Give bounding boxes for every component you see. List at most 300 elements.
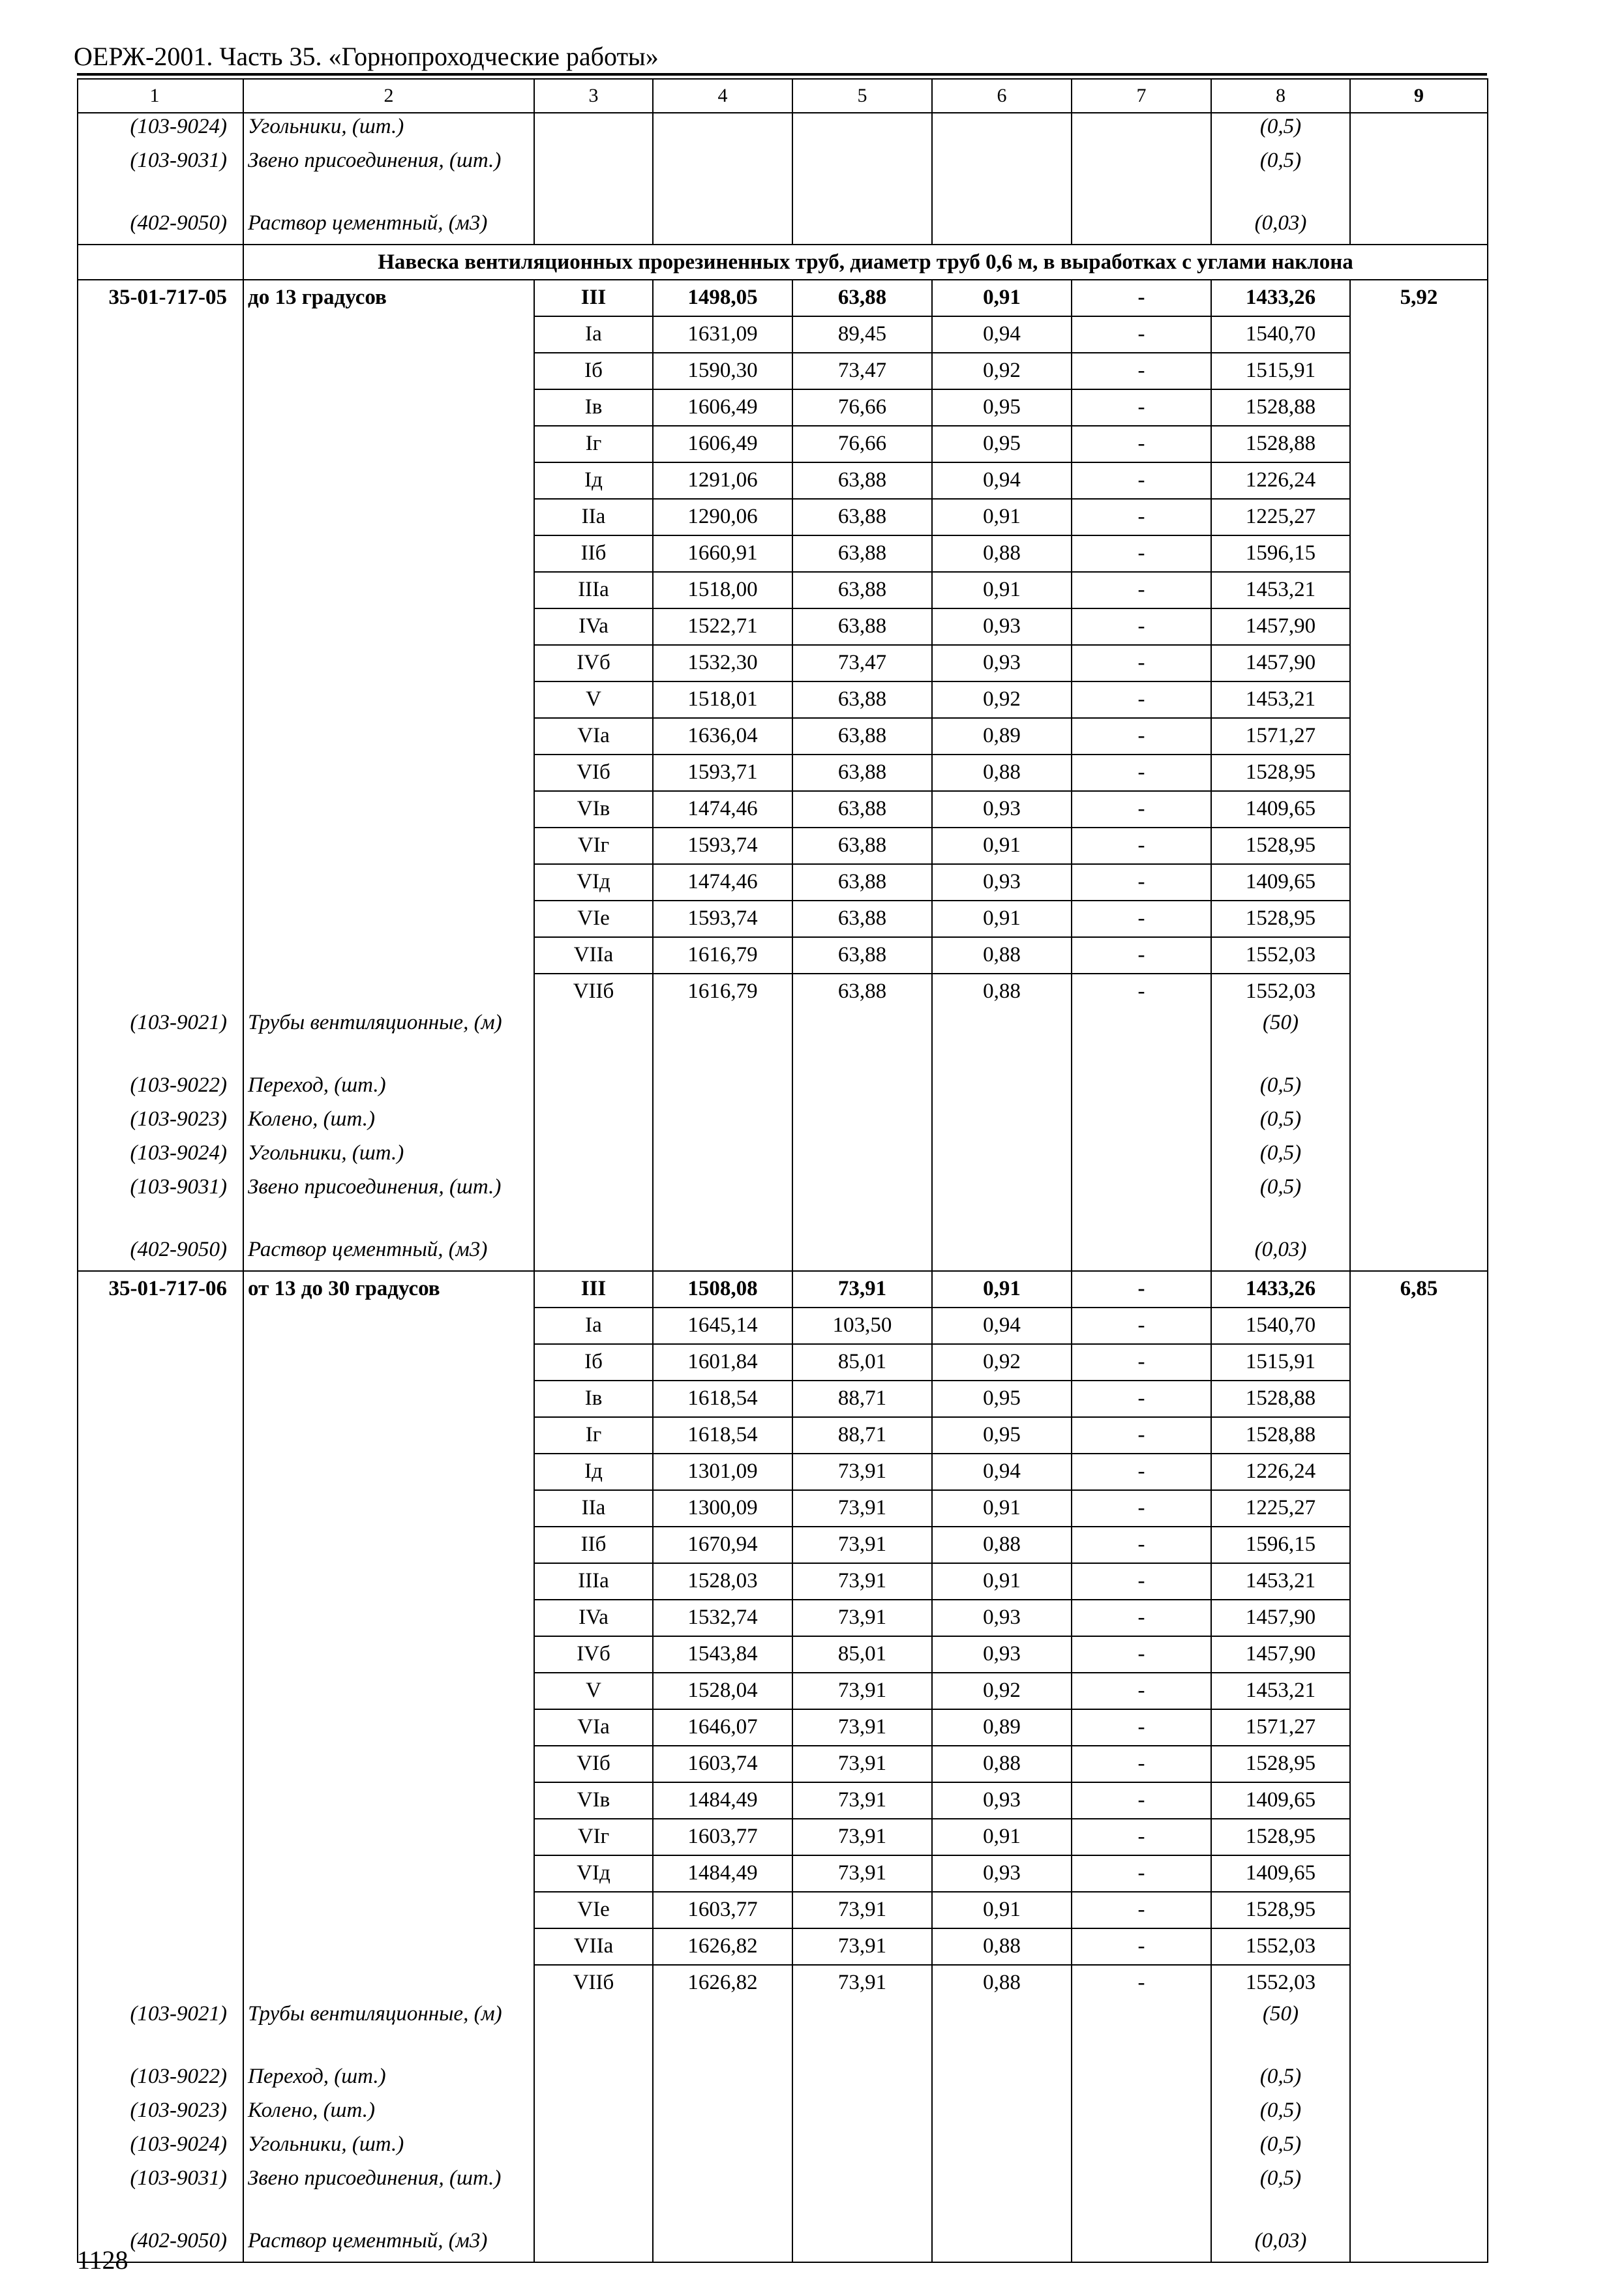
empty-cell bbox=[932, 1140, 1072, 1174]
resource-row bbox=[78, 113, 1488, 147]
total-cost: 1528,04 bbox=[653, 1673, 792, 1709]
empty-cell bbox=[243, 426, 534, 462]
empty-cell bbox=[243, 864, 534, 901]
empty-cell bbox=[1350, 426, 1488, 462]
empty-cell bbox=[78, 499, 243, 535]
empty-cell bbox=[1072, 1140, 1211, 1174]
machine-operation: 0,93 bbox=[932, 791, 1072, 828]
operator-wages: - bbox=[1072, 426, 1211, 462]
operator-wages: - bbox=[1072, 608, 1211, 645]
machine-operation: 0,92 bbox=[932, 353, 1072, 389]
operator-wages: - bbox=[1072, 1490, 1211, 1527]
machine-operation: 0,91 bbox=[932, 901, 1072, 937]
region-zone: VIв bbox=[534, 1782, 653, 1819]
column-number: 3 bbox=[534, 79, 653, 113]
materials-cost: 1453,21 bbox=[1211, 572, 1350, 608]
resource-code: (103-9031) bbox=[78, 147, 243, 210]
section-title-row bbox=[78, 245, 1488, 280]
materials-cost: 1515,91 bbox=[1211, 1344, 1350, 1381]
region-zone: III bbox=[534, 1271, 653, 1308]
rate-row bbox=[78, 608, 1488, 645]
materials-cost: 1528,95 bbox=[1211, 901, 1350, 937]
empty-cell bbox=[1072, 2063, 1211, 2097]
wages: 63,88 bbox=[792, 718, 932, 755]
resource-row bbox=[78, 2063, 1488, 2097]
empty-cell bbox=[792, 1140, 932, 1174]
labor-cost: 6,85 bbox=[1350, 1271, 1488, 1308]
region-zone: IIIa bbox=[534, 572, 653, 608]
empty-cell bbox=[243, 755, 534, 791]
empty-cell bbox=[932, 210, 1072, 245]
empty-cell bbox=[1350, 1673, 1488, 1709]
materials-cost: 1528,88 bbox=[1211, 1417, 1350, 1454]
resource-quantity: (0,03) bbox=[1211, 2228, 1350, 2262]
wages: 63,88 bbox=[792, 535, 932, 572]
region-zone: Iв bbox=[534, 389, 653, 426]
machine-operation: 0,93 bbox=[932, 864, 1072, 901]
total-cost: 1646,07 bbox=[653, 1709, 792, 1746]
total-cost: 1603,77 bbox=[653, 1819, 792, 1855]
operator-wages: - bbox=[1072, 499, 1211, 535]
operator-wages: - bbox=[1072, 1600, 1211, 1636]
wages: 103,50 bbox=[792, 1308, 932, 1344]
rate-row bbox=[78, 499, 1488, 535]
machine-operation: 0,89 bbox=[932, 1709, 1072, 1746]
empty-cell bbox=[1350, 937, 1488, 974]
empty-cell bbox=[1350, 1140, 1488, 1174]
materials-cost: 1528,95 bbox=[1211, 755, 1350, 791]
machine-operation: 0,91 bbox=[932, 828, 1072, 864]
empty-cell bbox=[243, 1819, 534, 1855]
wages: 73,91 bbox=[792, 1454, 932, 1490]
machine-operation: 0,92 bbox=[932, 1673, 1072, 1709]
region-zone: Iб bbox=[534, 1344, 653, 1381]
machine-operation: 0,93 bbox=[932, 608, 1072, 645]
machine-operation: 0,88 bbox=[932, 1746, 1072, 1782]
region-zone: Iв bbox=[534, 1381, 653, 1417]
empty-cell bbox=[243, 1600, 534, 1636]
region-zone: VIд bbox=[534, 1855, 653, 1892]
empty-cell bbox=[792, 2063, 932, 2097]
empty-cell bbox=[932, 2001, 1072, 2063]
empty-cell bbox=[534, 1072, 653, 1106]
wages: 63,88 bbox=[792, 828, 932, 864]
empty-cell bbox=[534, 2228, 653, 2262]
empty-cell bbox=[653, 210, 792, 245]
empty-cell bbox=[932, 113, 1072, 147]
empty-cell bbox=[792, 1072, 932, 1106]
rate-row bbox=[78, 718, 1488, 755]
empty-cell bbox=[78, 1855, 243, 1892]
operator-wages: - bbox=[1072, 1819, 1211, 1855]
materials-cost: 1433,26 bbox=[1211, 1271, 1350, 1308]
wages: 88,71 bbox=[792, 1381, 932, 1417]
total-cost: 1522,71 bbox=[653, 608, 792, 645]
wages: 73,91 bbox=[792, 1709, 932, 1746]
empty-cell bbox=[243, 535, 534, 572]
empty-cell bbox=[243, 462, 534, 499]
empty-cell bbox=[1350, 1072, 1488, 1106]
rate-row bbox=[78, 1344, 1488, 1381]
empty-cell bbox=[534, 2131, 653, 2165]
resource-name: Угольники, (шт.) bbox=[243, 1140, 534, 1174]
empty-cell bbox=[1350, 499, 1488, 535]
empty-cell bbox=[1350, 1308, 1488, 1344]
resource-name: Колено, (шт.) bbox=[243, 1106, 534, 1140]
empty-cell bbox=[792, 210, 932, 245]
operator-wages: - bbox=[1072, 1381, 1211, 1417]
empty-cell bbox=[653, 1174, 792, 1236]
operator-wages: - bbox=[1072, 1308, 1211, 1344]
empty-cell bbox=[78, 681, 243, 718]
rate-code: 35-01-717-05 bbox=[78, 280, 243, 316]
wages: 73,91 bbox=[792, 1746, 932, 1782]
rate-row bbox=[78, 1271, 1488, 1308]
wages: 85,01 bbox=[792, 1636, 932, 1673]
resource-quantity: (0,5) bbox=[1211, 2131, 1350, 2165]
empty-cell bbox=[243, 389, 534, 426]
operator-wages: - bbox=[1072, 572, 1211, 608]
empty-cell bbox=[932, 1072, 1072, 1106]
rate-row bbox=[78, 1782, 1488, 1819]
operator-wages: - bbox=[1072, 280, 1211, 316]
rate-row bbox=[78, 316, 1488, 353]
empty-cell bbox=[78, 1928, 243, 1965]
rate-code: 35-01-717-06 bbox=[78, 1271, 243, 1308]
resource-row bbox=[78, 1010, 1488, 1072]
operator-wages: - bbox=[1072, 828, 1211, 864]
machine-operation: 0,88 bbox=[932, 974, 1072, 1010]
empty-cell bbox=[653, 113, 792, 147]
rate-row bbox=[78, 426, 1488, 462]
wages: 63,88 bbox=[792, 681, 932, 718]
operator-wages: - bbox=[1072, 755, 1211, 791]
region-zone: IVб bbox=[534, 1636, 653, 1673]
table-body bbox=[78, 79, 1488, 2262]
operator-wages: - bbox=[1072, 1271, 1211, 1308]
empty-cell bbox=[78, 937, 243, 974]
empty-cell bbox=[792, 2097, 932, 2131]
empty-cell bbox=[932, 2063, 1072, 2097]
wages: 63,88 bbox=[792, 572, 932, 608]
materials-cost: 1571,27 bbox=[1211, 718, 1350, 755]
empty-cell bbox=[1350, 353, 1488, 389]
empty-cell bbox=[1350, 828, 1488, 864]
region-zone: VIa bbox=[534, 718, 653, 755]
rate-row bbox=[78, 1454, 1488, 1490]
empty-cell bbox=[78, 1308, 243, 1344]
rate-row bbox=[78, 1636, 1488, 1673]
materials-cost: 1409,65 bbox=[1211, 864, 1350, 901]
resource-name: Угольники, (шт.) bbox=[243, 2131, 534, 2165]
empty-cell bbox=[78, 828, 243, 864]
empty-cell bbox=[78, 755, 243, 791]
total-cost: 1645,14 bbox=[653, 1308, 792, 1344]
operator-wages: - bbox=[1072, 901, 1211, 937]
machine-operation: 0,95 bbox=[932, 1417, 1072, 1454]
total-cost: 1290,06 bbox=[653, 499, 792, 535]
column-number: 4 bbox=[653, 79, 792, 113]
empty-cell bbox=[534, 1010, 653, 1072]
empty-cell bbox=[243, 828, 534, 864]
empty-cell bbox=[1350, 1106, 1488, 1140]
empty-cell bbox=[1350, 645, 1488, 681]
wages: 63,88 bbox=[792, 901, 932, 937]
resource-name: Раствор цементный, (м3) bbox=[243, 210, 534, 245]
total-cost: 1291,06 bbox=[653, 462, 792, 499]
resource-quantity: (50) bbox=[1211, 2001, 1350, 2063]
machine-operation: 0,91 bbox=[932, 1819, 1072, 1855]
region-zone: IIa bbox=[534, 499, 653, 535]
empty-cell bbox=[1350, 718, 1488, 755]
operator-wages: - bbox=[1072, 1673, 1211, 1709]
empty-cell bbox=[534, 1174, 653, 1236]
empty-cell bbox=[653, 1140, 792, 1174]
empty-cell bbox=[1350, 1381, 1488, 1417]
operator-wages: - bbox=[1072, 1527, 1211, 1563]
empty-cell bbox=[792, 1106, 932, 1140]
rate-row bbox=[78, 1308, 1488, 1344]
rate-row bbox=[78, 1928, 1488, 1965]
empty-cell bbox=[1350, 1855, 1488, 1892]
empty-cell bbox=[1350, 1563, 1488, 1600]
empty-cell bbox=[78, 1344, 243, 1381]
total-cost: 1626,82 bbox=[653, 1928, 792, 1965]
region-zone: III bbox=[534, 280, 653, 316]
region-zone: Iд bbox=[534, 462, 653, 499]
empty-cell bbox=[653, 147, 792, 210]
empty-cell bbox=[1350, 462, 1488, 499]
empty-cell bbox=[1072, 147, 1211, 210]
empty-cell bbox=[1350, 2228, 1488, 2262]
empty-cell bbox=[1072, 1106, 1211, 1140]
empty-cell bbox=[1350, 2131, 1488, 2165]
rate-row bbox=[78, 681, 1488, 718]
empty-cell bbox=[653, 2165, 792, 2228]
empty-cell bbox=[243, 608, 534, 645]
empty-cell bbox=[534, 2063, 653, 2097]
operator-wages: - bbox=[1072, 1563, 1211, 1600]
resource-quantity: (0,5) bbox=[1211, 1140, 1350, 1174]
empty-cell bbox=[1350, 1527, 1488, 1563]
empty-cell bbox=[243, 718, 534, 755]
empty-cell bbox=[78, 389, 243, 426]
resource-name: Раствор цементный, (м3) bbox=[243, 2228, 534, 2262]
machine-operation: 0,91 bbox=[932, 572, 1072, 608]
empty-cell bbox=[792, 113, 932, 147]
resource-row bbox=[78, 1174, 1488, 1236]
region-zone: VIe bbox=[534, 901, 653, 937]
machine-operation: 0,95 bbox=[932, 389, 1072, 426]
total-cost: 1301,09 bbox=[653, 1454, 792, 1490]
resource-name: Звено присоединения, (шт.) bbox=[243, 1174, 534, 1236]
machine-operation: 0,94 bbox=[932, 1308, 1072, 1344]
empty-cell bbox=[78, 608, 243, 645]
materials-cost: 1457,90 bbox=[1211, 608, 1350, 645]
resource-code: (103-9023) bbox=[78, 2097, 243, 2131]
operator-wages: - bbox=[1072, 791, 1211, 828]
wages: 73,47 bbox=[792, 353, 932, 389]
machine-operation: 0,92 bbox=[932, 1344, 1072, 1381]
empty-cell bbox=[1072, 2097, 1211, 2131]
empty-cell bbox=[534, 2001, 653, 2063]
total-cost: 1626,82 bbox=[653, 1965, 792, 2001]
empty-cell bbox=[792, 147, 932, 210]
rate-row bbox=[78, 1381, 1488, 1417]
resource-code: (103-9021) bbox=[78, 2001, 243, 2063]
empty-cell bbox=[243, 1636, 534, 1673]
materials-cost: 1528,88 bbox=[1211, 426, 1350, 462]
empty-cell bbox=[1350, 755, 1488, 791]
machine-operation: 0,89 bbox=[932, 718, 1072, 755]
empty-cell bbox=[78, 316, 243, 353]
empty-cell bbox=[653, 2097, 792, 2131]
total-cost: 1636,04 bbox=[653, 718, 792, 755]
rate-row bbox=[78, 462, 1488, 499]
empty-cell bbox=[653, 1072, 792, 1106]
wages: 73,91 bbox=[792, 1600, 932, 1636]
wages: 73,91 bbox=[792, 1928, 932, 1965]
resource-row bbox=[78, 2131, 1488, 2165]
rate-row bbox=[78, 1819, 1488, 1855]
empty-cell bbox=[653, 1106, 792, 1140]
empty-cell bbox=[243, 316, 534, 353]
empty-cell bbox=[1072, 210, 1211, 245]
empty-cell bbox=[1350, 1928, 1488, 1965]
empty-cell bbox=[1350, 2063, 1488, 2097]
materials-cost: 1225,27 bbox=[1211, 499, 1350, 535]
operator-wages: - bbox=[1072, 1636, 1211, 1673]
materials-cost: 1552,03 bbox=[1211, 1965, 1350, 2001]
total-cost: 1593,74 bbox=[653, 828, 792, 864]
operator-wages: - bbox=[1072, 1417, 1211, 1454]
resource-quantity: (0,03) bbox=[1211, 1236, 1350, 1271]
empty-cell bbox=[78, 1527, 243, 1563]
wages: 73,91 bbox=[792, 1855, 932, 1892]
empty-cell bbox=[1350, 1236, 1488, 1271]
empty-cell bbox=[1072, 1174, 1211, 1236]
wages: 76,66 bbox=[792, 389, 932, 426]
empty-cell bbox=[78, 901, 243, 937]
column-number: 7 bbox=[1072, 79, 1211, 113]
empty-cell bbox=[1350, 2165, 1488, 2228]
total-cost: 1518,00 bbox=[653, 572, 792, 608]
materials-cost: 1409,65 bbox=[1211, 791, 1350, 828]
rate-description: от 13 до 30 градусов bbox=[243, 1271, 534, 1308]
empty-cell bbox=[1350, 535, 1488, 572]
materials-cost: 1552,03 bbox=[1211, 974, 1350, 1010]
total-cost: 1660,91 bbox=[653, 535, 792, 572]
operator-wages: - bbox=[1072, 1855, 1211, 1892]
empty-cell bbox=[78, 1490, 243, 1527]
region-zone: VIд bbox=[534, 864, 653, 901]
materials-cost: 1457,90 bbox=[1211, 1636, 1350, 1673]
region-zone: VIIa bbox=[534, 937, 653, 974]
region-zone: Ia bbox=[534, 1308, 653, 1344]
wages: 73,91 bbox=[792, 1490, 932, 1527]
region-zone: VIб bbox=[534, 1746, 653, 1782]
wages: 73,91 bbox=[792, 1782, 932, 1819]
total-cost: 1631,09 bbox=[653, 316, 792, 353]
total-cost: 1616,79 bbox=[653, 974, 792, 1010]
empty-cell bbox=[78, 1709, 243, 1746]
rate-row bbox=[78, 1855, 1488, 1892]
region-zone: VIб bbox=[534, 755, 653, 791]
rate-description: до 13 градусов bbox=[243, 280, 534, 316]
rate-row bbox=[78, 901, 1488, 937]
machine-operation: 0,91 bbox=[932, 280, 1072, 316]
materials-cost: 1225,27 bbox=[1211, 1490, 1350, 1527]
empty-cell bbox=[243, 1673, 534, 1709]
resource-code: (402-9050) bbox=[78, 1236, 243, 1271]
page-number: 1128 bbox=[77, 2245, 128, 2275]
empty-cell bbox=[932, 147, 1072, 210]
empty-cell bbox=[534, 1106, 653, 1140]
machine-operation: 0,95 bbox=[932, 1381, 1072, 1417]
empty-cell bbox=[78, 718, 243, 755]
empty-cell bbox=[78, 1381, 243, 1417]
rate-row bbox=[78, 828, 1488, 864]
empty-cell bbox=[78, 245, 243, 280]
empty-cell bbox=[243, 1746, 534, 1782]
empty-cell bbox=[78, 426, 243, 462]
empty-cell bbox=[243, 681, 534, 718]
empty-cell bbox=[534, 2165, 653, 2228]
empty-cell bbox=[78, 1417, 243, 1454]
column-number: 2 bbox=[243, 79, 534, 113]
rate-row bbox=[78, 1527, 1488, 1563]
empty-cell bbox=[534, 113, 653, 147]
wages: 63,88 bbox=[792, 974, 932, 1010]
rate-row bbox=[78, 755, 1488, 791]
rate-row bbox=[78, 1673, 1488, 1709]
empty-cell bbox=[792, 2131, 932, 2165]
empty-cell bbox=[243, 1892, 534, 1928]
resource-code: (103-9031) bbox=[78, 2165, 243, 2228]
empty-cell bbox=[1350, 1417, 1488, 1454]
machine-operation: 0,88 bbox=[932, 1965, 1072, 2001]
machine-operation: 0,93 bbox=[932, 1782, 1072, 1819]
materials-cost: 1596,15 bbox=[1211, 1527, 1350, 1563]
empty-cell bbox=[243, 1928, 534, 1965]
machine-operation: 0,91 bbox=[932, 1892, 1072, 1928]
wages: 85,01 bbox=[792, 1344, 932, 1381]
materials-cost: 1453,21 bbox=[1211, 1673, 1350, 1709]
empty-cell bbox=[78, 1819, 243, 1855]
empty-cell bbox=[78, 353, 243, 389]
materials-cost: 1453,21 bbox=[1211, 681, 1350, 718]
materials-cost: 1528,95 bbox=[1211, 1819, 1350, 1855]
operator-wages: - bbox=[1072, 535, 1211, 572]
empty-cell bbox=[78, 1746, 243, 1782]
empty-cell bbox=[1350, 1892, 1488, 1928]
empty-cell bbox=[932, 2165, 1072, 2228]
operator-wages: - bbox=[1072, 1709, 1211, 1746]
empty-cell bbox=[243, 572, 534, 608]
empty-cell bbox=[653, 2063, 792, 2097]
wages: 73,91 bbox=[792, 1673, 932, 1709]
empty-cell bbox=[932, 1010, 1072, 1072]
empty-cell bbox=[1072, 2001, 1211, 2063]
operator-wages: - bbox=[1072, 353, 1211, 389]
wages: 73,91 bbox=[792, 1819, 932, 1855]
resource-name: Звено присоединения, (шт.) bbox=[243, 147, 534, 210]
wages: 63,88 bbox=[792, 608, 932, 645]
resource-code: (103-9022) bbox=[78, 2063, 243, 2097]
empty-cell bbox=[1350, 1819, 1488, 1855]
empty-cell bbox=[792, 2228, 932, 2262]
wages: 73,91 bbox=[792, 1563, 932, 1600]
